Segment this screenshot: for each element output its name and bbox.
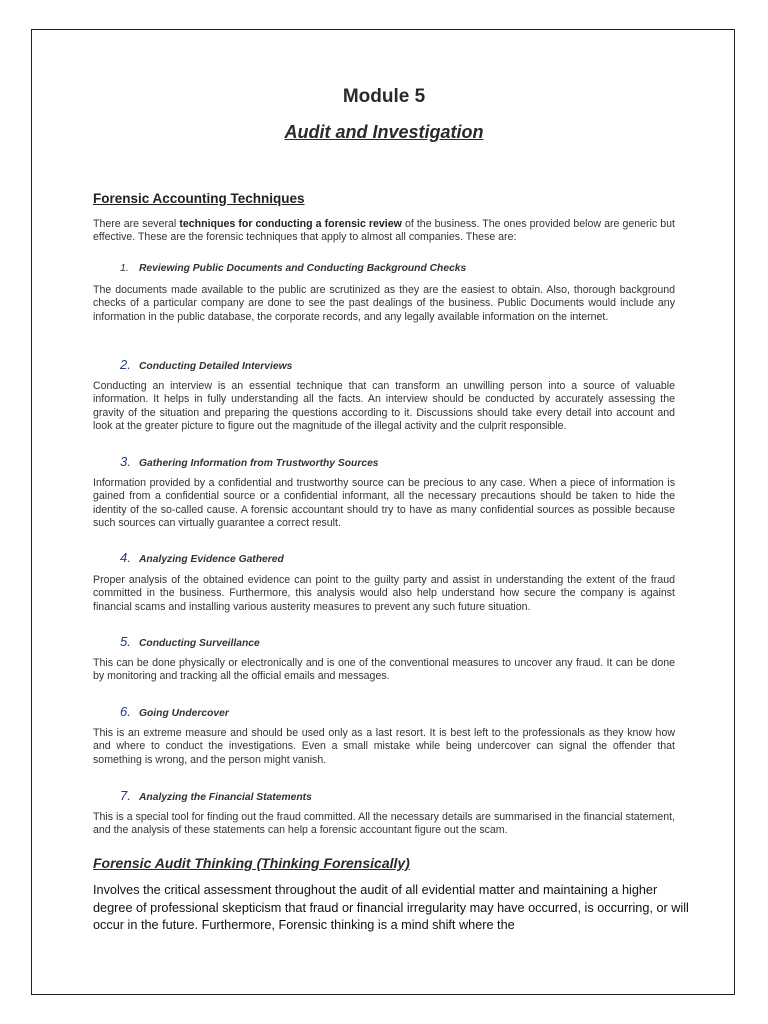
module-heading: Module 5 bbox=[342, 86, 426, 107]
technique-body-4: Proper analysis of the obtained evidence can point to the guilty party and assist in understanding the extent of the fraud committed in the business. Furthermore, this analysis would also help understand how secure the company is against financial scams and installing various austerity measures to prevent any such future situation. bbox=[93, 574, 675, 613]
technique-body-2: Conducting an interview is an essential technique that can transform an unwilling person into a source of valuable information. It helps in fully understanding all the facts. An interview should be conducted by accurately assessing the gravity of the situation and preparing the questions according to it. Discussions should take every detail into account and look at the greater picture to figure out the magnitude of the illegal activity and the culprit responsible. bbox=[93, 380, 675, 432]
section-heading-forensic-thinking: Forensic Audit Thinking (Thinking Forensically) bbox=[93, 855, 410, 871]
technique-number: 3. bbox=[120, 454, 131, 469]
technique-heading-7 bbox=[120, 788, 312, 804]
technique-body-5: This can be done physically or electronically and is one of the conventional measures to uncover any fraud. It can be done by monitoring and tracking all the official emails and messages. bbox=[93, 657, 675, 683]
technique-number: 1. bbox=[120, 262, 129, 274]
technique-heading-6 bbox=[120, 704, 229, 720]
technique-number: 4. bbox=[120, 550, 131, 565]
technique-title: Going Undercover bbox=[139, 708, 229, 719]
intro-text-end: of the business. The ones provided below are generic but effective. These are the forensic techniques that apply to almost all companies. These are: bbox=[93, 218, 675, 244]
technique-number: 6. bbox=[120, 704, 131, 719]
forensic-thinking-paragraph: Involves the critical assessment throughout the audit of all evidential matter and maintaining a higher degree of professional skepticism that fraud or financial irregularity may have occurred, is occurring, or will occur in the future. Furthermore, Forensic thinking is a mind shift where the bbox=[93, 883, 689, 932]
intro-text-bold: techniques for conducting a forensic review bbox=[179, 218, 402, 230]
technique-heading-4 bbox=[120, 550, 284, 566]
technique-title: Conducting Surveillance bbox=[139, 638, 260, 649]
section-heading-techniques: Forensic Accounting Techniques bbox=[93, 191, 305, 206]
technique-body-1: The documents made available to the public are scrutinized as they are the easiest to obtain. Also, thorough background checks of a particular company are done to see the past dealings of the business. Public Documents would include any information in the public database, the corporate records, and any legally available information on the internet. bbox=[93, 284, 675, 323]
technique-body-7: This is a special tool for finding out the fraud committed. All the necessary details are summarised in the financial statement, and the analysis of these statements can help a forensic accountant figure out the scam. bbox=[93, 811, 675, 837]
technique-heading-2 bbox=[120, 357, 292, 373]
technique-title: Gathering Information from Trustworthy Sources bbox=[139, 458, 379, 469]
technique-title: Analyzing the Financial Statements bbox=[139, 792, 312, 803]
technique-heading-1 bbox=[120, 262, 466, 278]
technique-title: Conducting Detailed Interviews bbox=[139, 361, 293, 372]
page-title: Audit and Investigation bbox=[284, 122, 484, 142]
technique-number: 7. bbox=[120, 788, 131, 803]
technique-body-3: Information provided by a confidential and trustworthy source can be precious to any case. When a piece of information is gained from a confidential source or a confidential informant, all the necessary precautions should be taken to hide the identity of the so-called cause. A forensic accountant should try to have as many confidential sources as possible because such sources can virtually guarantee a correct result. bbox=[93, 477, 675, 529]
technique-number: 2. bbox=[120, 357, 131, 372]
technique-heading-3 bbox=[120, 454, 379, 470]
intro-text-start: There are several bbox=[93, 218, 180, 230]
technique-number: 5. bbox=[120, 634, 131, 649]
technique-body-6: This is an extreme measure and should be used only as a last resort. It is best left to the professionals as they know how and where to conduct the investigations. Even a small mistake while being undercover can signal the offender that something is wrong, and the person might vanish. bbox=[93, 727, 675, 766]
technique-title: Reviewing Public Documents and Conducting Background Checks bbox=[139, 263, 467, 274]
technique-title: Analyzing Evidence Gathered bbox=[139, 554, 284, 565]
intro-paragraph bbox=[93, 218, 675, 245]
technique-heading-5 bbox=[120, 634, 260, 650]
